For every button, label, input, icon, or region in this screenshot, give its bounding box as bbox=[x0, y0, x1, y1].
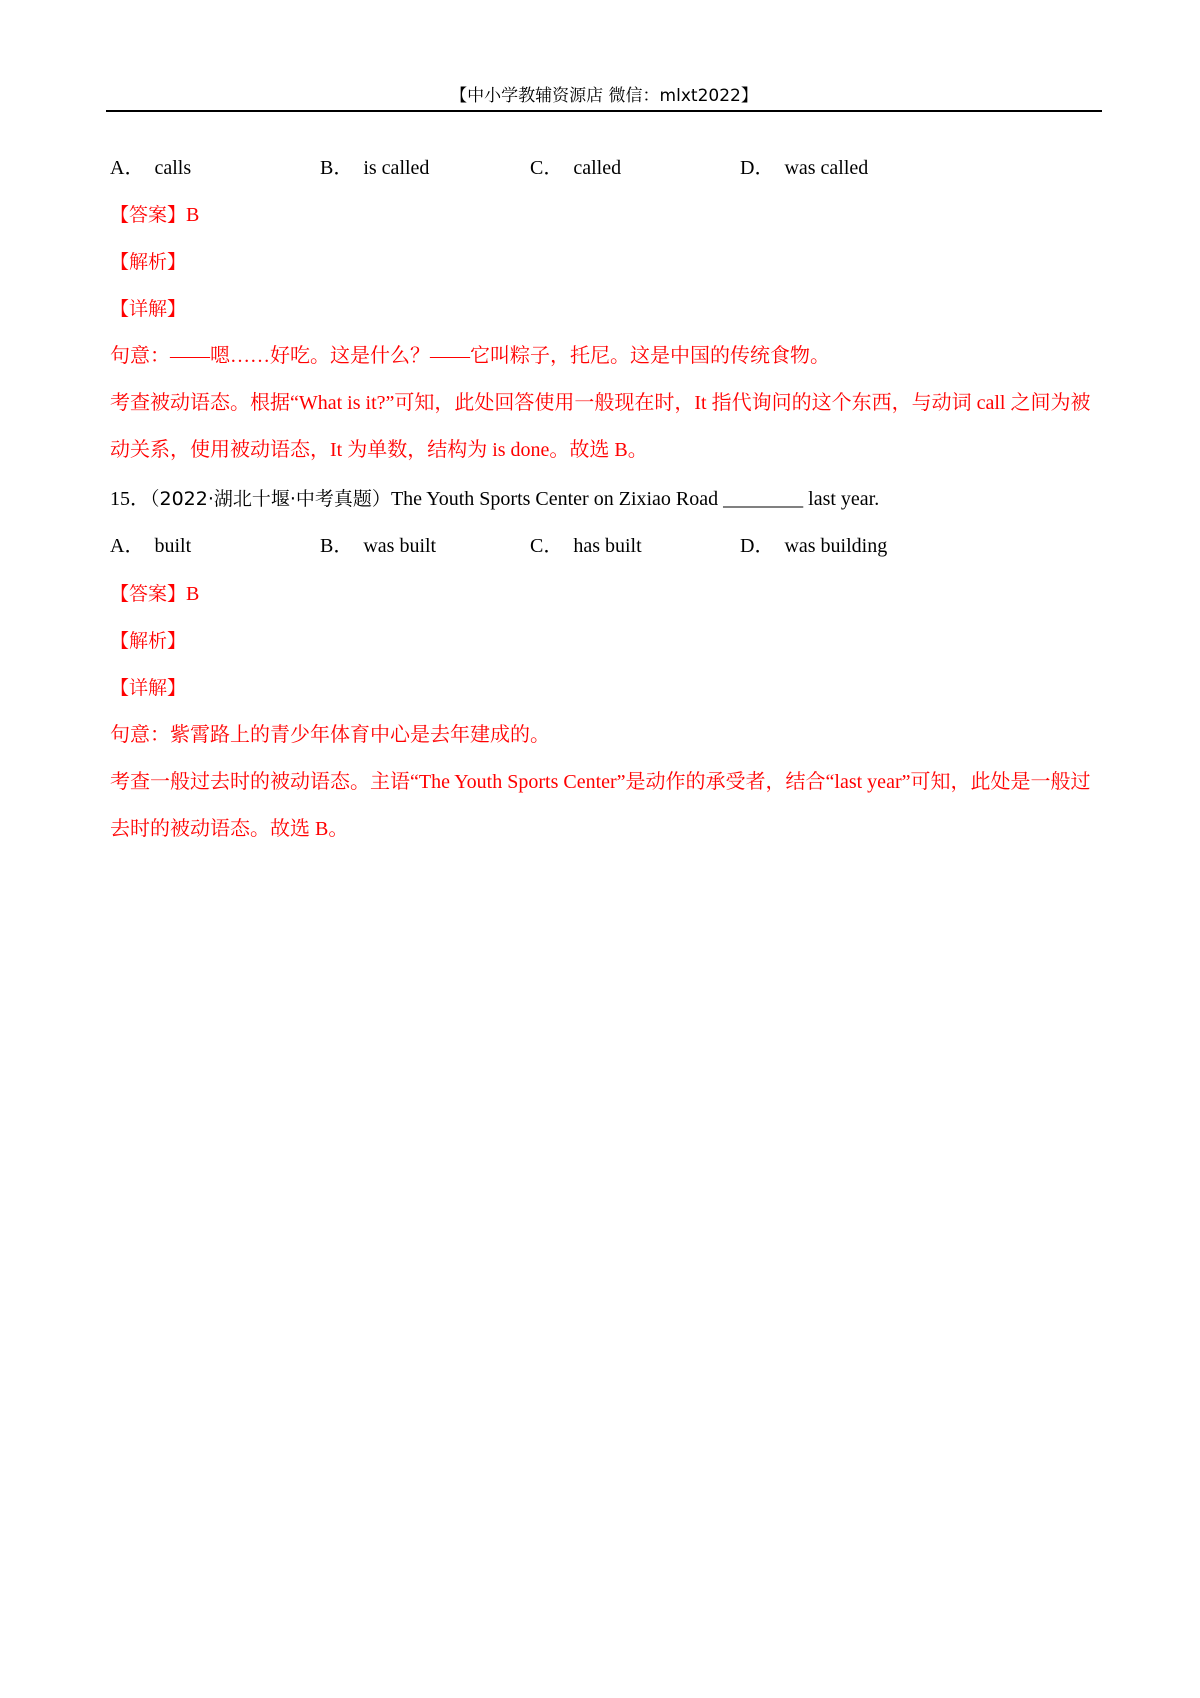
question-text-before: The Youth Sports Center on Zixiao Road bbox=[390, 488, 724, 510]
answer-value: B bbox=[186, 583, 200, 605]
option-text: calls bbox=[154, 157, 192, 179]
option-letter: D． bbox=[740, 157, 775, 179]
question-number: 15． bbox=[110, 488, 150, 510]
q15-stem bbox=[110, 485, 879, 513]
question-source: （2022·湖北十堰·中考真题） bbox=[150, 488, 391, 510]
q14-option-b bbox=[320, 154, 429, 182]
option-letter: D． bbox=[740, 535, 775, 557]
option-text: was built bbox=[363, 535, 437, 557]
q14-option-c bbox=[530, 154, 621, 182]
q14-option-d bbox=[740, 154, 868, 182]
answer-value: B bbox=[186, 204, 200, 226]
option-text: was called bbox=[784, 157, 869, 179]
option-text: is called bbox=[363, 157, 430, 179]
option-text: called bbox=[573, 157, 622, 179]
q14-answer bbox=[110, 201, 199, 229]
option-text: was building bbox=[784, 535, 888, 557]
q15-option-b bbox=[320, 532, 436, 560]
page-header: 【中小学教辅资源店 微信：mlxt2022】 bbox=[450, 86, 758, 106]
q14-analysis-label: 【解析】 bbox=[110, 251, 187, 273]
q14-option-a bbox=[110, 154, 191, 182]
q15-meaning: 句意：紫霄路上的青少年体育中心是去年建成的。 bbox=[110, 724, 550, 746]
header-divider bbox=[106, 110, 1102, 112]
q15-analysis-label: 【解析】 bbox=[110, 630, 187, 652]
q14-detail-label: 【详解】 bbox=[110, 298, 187, 320]
q15-answer bbox=[110, 580, 199, 608]
q14-meaning: 句意：——嗯……好吃。这是什么？——它叫粽子，托尼。这是中国的传统食物。 bbox=[110, 345, 830, 367]
q15-option-d bbox=[740, 532, 887, 560]
option-letter: A． bbox=[110, 157, 145, 179]
option-letter: C． bbox=[530, 157, 564, 179]
option-letter: A． bbox=[110, 535, 145, 557]
answer-label: 【答案】 bbox=[110, 204, 187, 226]
q15-explanation: 考查一般过去时的被动语态。主语“The Youth Sports Center”是动作的承受者，结合“last year”可知，此处是一般过去时的被动语态。故选 B。 bbox=[110, 771, 1091, 840]
question-text-after: last year. bbox=[803, 488, 880, 510]
option-text: has built bbox=[573, 535, 642, 557]
q15-option-a bbox=[110, 532, 191, 560]
option-letter: B． bbox=[320, 535, 354, 557]
q15-option-c bbox=[530, 532, 642, 560]
answer-label: 【答案】 bbox=[110, 583, 187, 605]
option-text: built bbox=[154, 535, 192, 557]
option-letter: C． bbox=[530, 535, 564, 557]
option-letter: B． bbox=[320, 157, 354, 179]
q15-detail-label: 【详解】 bbox=[110, 677, 187, 699]
q14-explanation: 考查被动语态。根据“What is it?”可知，此处回答使用一般现在时，It 指代询问的这个东西，与动词 call 之间为被动关系，使用被动语态，It 为单数，结构为 is done。故选 B。 bbox=[110, 392, 1091, 461]
question-blank: ________ bbox=[723, 488, 804, 510]
